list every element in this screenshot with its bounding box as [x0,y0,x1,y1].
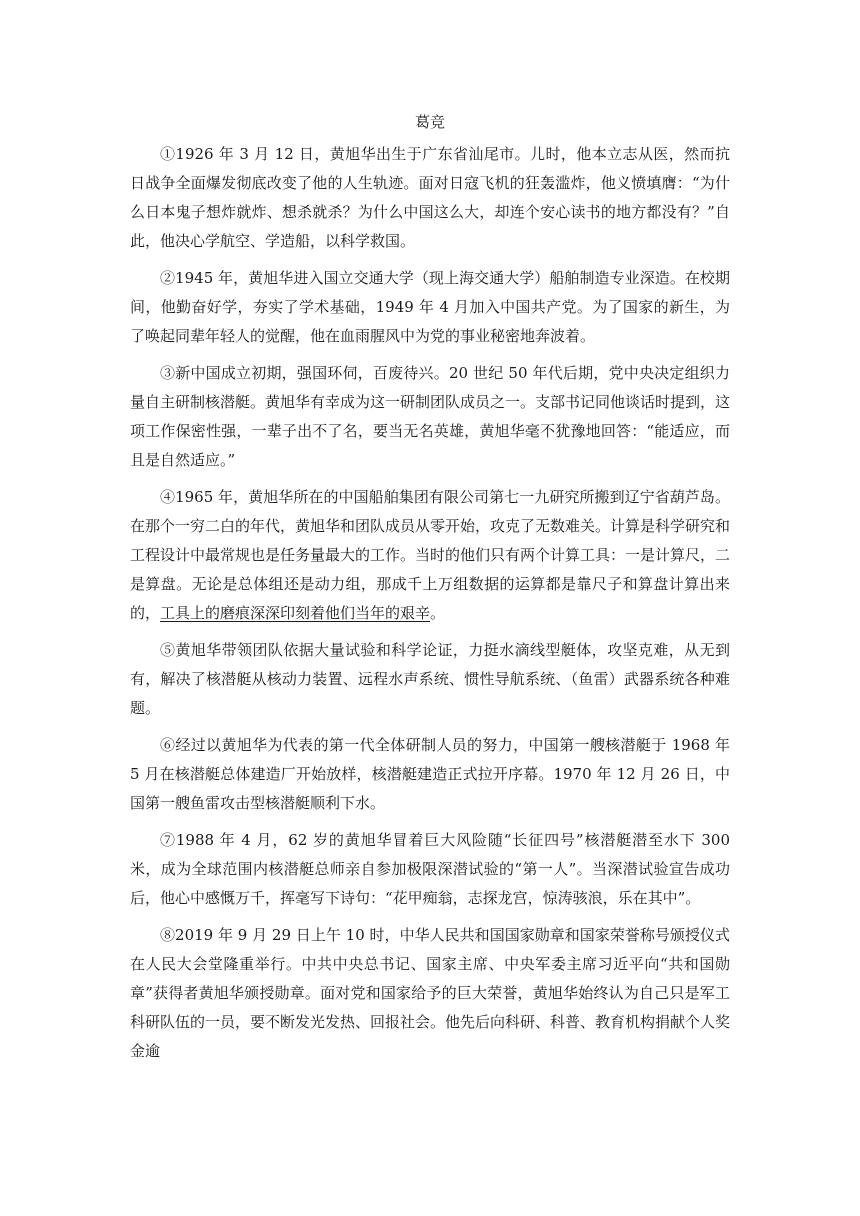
paragraph-3: ③新中国成立初期，强国环伺，百废待兴。20 世纪 50 年代后期，党中央决定组织力量自主研制核潜艇。黄旭华有幸成为这一研制团队成员之一。支部书记同他谈话时提到，这项工作保密性强，一辈子出不了名，要当无名英雄，黄旭华毫不犹豫地回答：“能适应，而且是自然适应。” [130,364,731,469]
paragraph-2: ②1945 年，黄旭华进入国立交通大学（现上海交通大学）船舶制造专业深造。在校期间，他勤奋好学，夯实了学术基础，1949 年 4 月加入中国共产党。为了国家的新生，为了唤起同辈年轻人的觉醒，他在血雨腥风中为党的事业秘密地奔波着。 [130,269,730,345]
paragraph-5: ⑤黄旭华带领团队依据大量试验和科学论证，力挺水滴线型艇体，攻坚克难，从无到有，解决了核潜艇从核动力装置、远程水声系统、惯性导航系统、（鱼雷）武器系统各种难题。 [130,641,730,717]
paragraph-1: ①1926 年 3 月 12 日，黄旭华出生于广东省汕尾市。儿时，他本立志从医，然而抗日战争全面爆发彻底改变了他的人生轨迹。面对日寇飞机的狂轰滥炸，他义愤填膺：“为什么日本鬼子想炸就炸、想杀就杀？为什么中国这么大，却连个安心读书的地方都没有？”自此，他决心学航空、学造船，以科学救国。 [130,145,730,250]
paragraph-8: ⑧2019 年 9 月 29 日上午 10 时，中华人民共和国国家勋章和国家荣誉称号颁授仪式在人民大会堂隆重举行。中共中央总书记、国家主席、中央军委主席习近平向“共和国勋章”获得者黄旭华颁授勋章。面对党和国家给予的巨大荣誉，黄旭华始终认为自己只是军工科研队伍的一员，要不断发光发热、回报社会。他先后向科研、科普、教育机构捐献个人奖金逾 [130,926,731,1060]
paragraph-4 [130,483,730,628]
author-name: 葛竞 [414,113,445,131]
paragraph-4-text: ④1965 年，黄旭华所在的中国船舶集团有限公司第七一九研究所搬到辽宁省葫芦岛。在那个一穷二白的年代，黄旭华和团队成员从零开始，攻克了无数难关。计算是科学研究和工程设计中最常规也是任务量最大的工作。当时的他们只有两个计算工具：一是计算尺，二是算盘。无论是总体组还是动力组，那成千上万组数据的运算都是靠尺子和算盘计算出来的， [130,488,731,622]
paragraph-4-end: 。 [430,604,446,622]
article-body [130,140,730,1074]
paragraph-7: ⑦1988 年 4 月，62 岁的黄旭华冒着巨大风险随“长征四号”核潜艇潜至水下 300 米，成为全球范围内核潜艇总师亲自参加极限深潜试验的“第一人”。当深潜试验宣告成功后，他心中感慨万千，挥毫写下诗句：“花甲痴翁，志探龙宫，惊涛骇浪，乐在其中”。 [130,831,730,907]
paragraph-6: ⑥经过以黄旭华为代表的第一代全体研制人员的努力，中国第一艘核潜艇于 1968 年 5 月在核潜艇总体建造厂开始放样，核潜艇建造正式拉开序幕。1970 年 12 月 26 日，中国第一艘鱼雷攻击型核潜艇顺利下水。 [130,736,730,812]
underlined-sentence: 工具上的磨痕深深印刻着他们当年的艰辛 [160,604,431,622]
